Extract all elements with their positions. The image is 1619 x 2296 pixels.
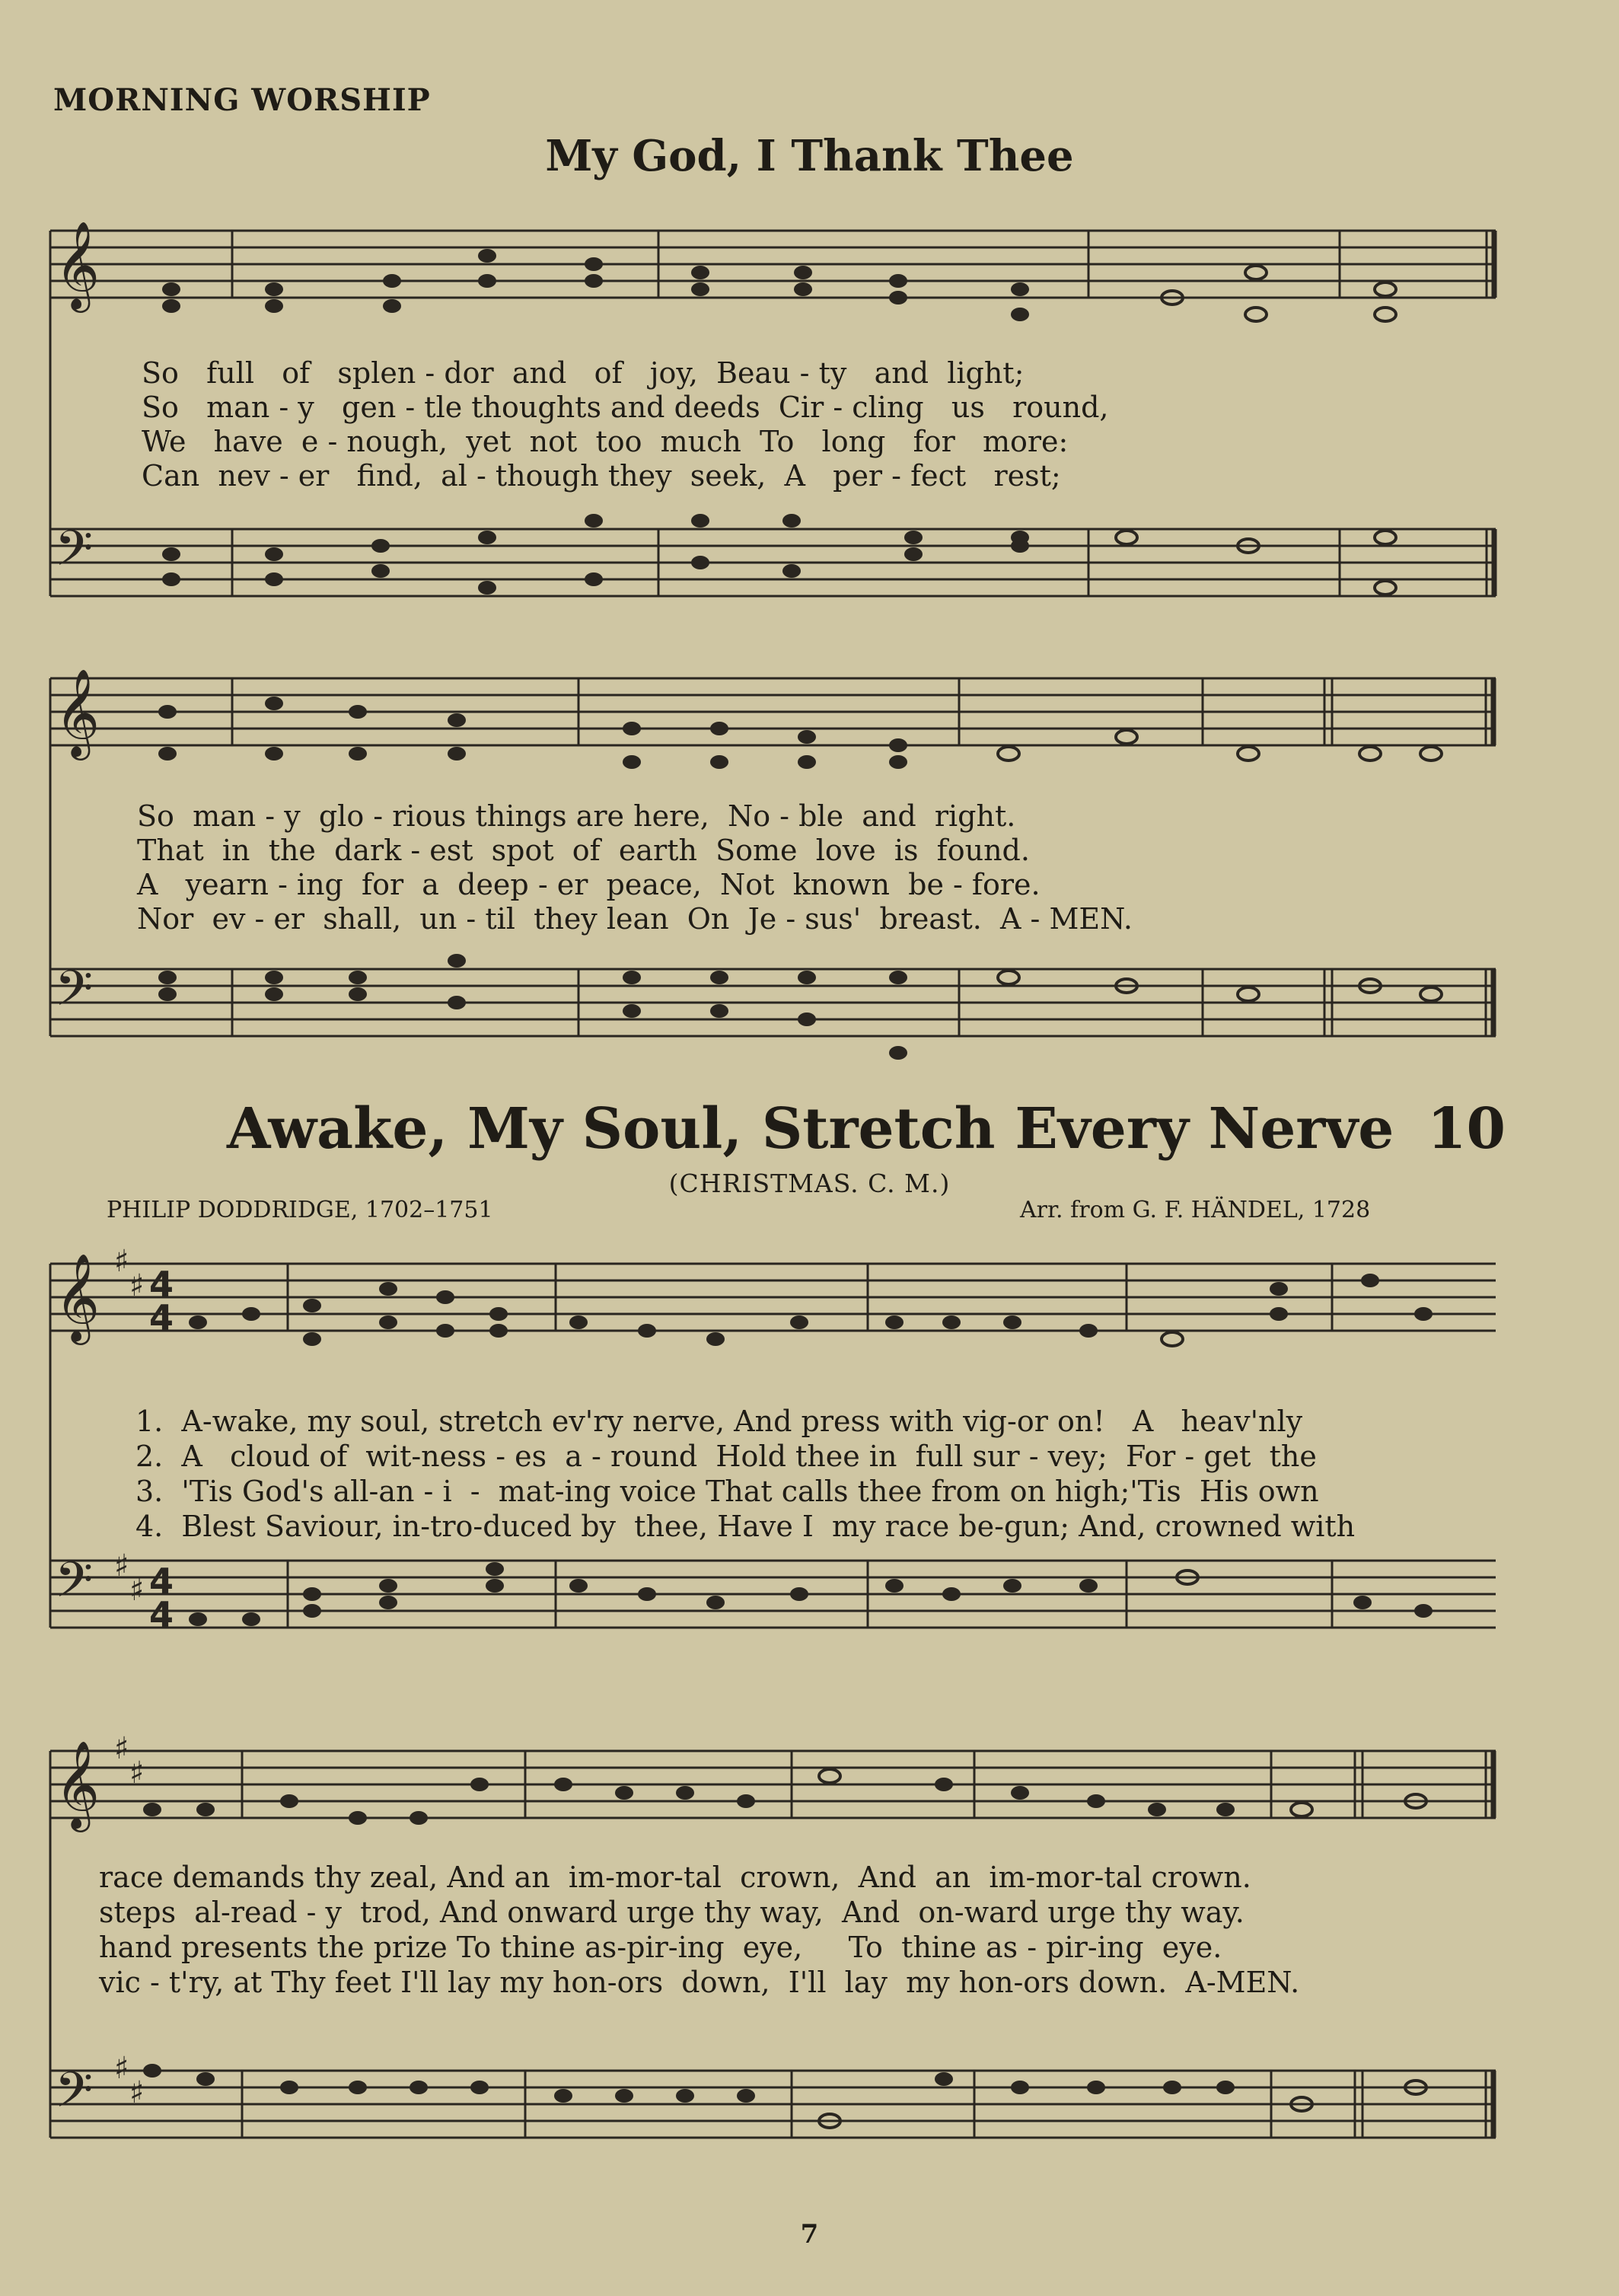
lyric-line: A yearn - ing for a deep - er peace, Not known be - fore. xyxy=(137,868,1041,901)
lyric-line: 1. A-wake, my soul, stretch ev'ry nerve, And press with vig-or on! A heav'nly xyxy=(135,1405,1303,1438)
sharp-icon: ♯ xyxy=(129,1755,145,1791)
tune-name: (CHRISTMAS. C. M.) xyxy=(668,1169,951,1198)
lyric-line: So man - y glo - rious things are here, No - ble and right. xyxy=(137,799,1016,833)
treble-clef-icon: 𝄞 xyxy=(55,1740,100,1829)
sharp-icon: ♯ xyxy=(129,1573,145,1608)
sharp-icon: ♯ xyxy=(114,1244,129,1279)
hymn2-number: 10 xyxy=(1427,1096,1506,1162)
bass-clef-icon: 𝄢 xyxy=(55,2062,94,2131)
hymn2-title: Awake, My Soul, Stretch Every Nerve xyxy=(227,1096,1394,1162)
lyric-line: race demands thy zeal, And an im-mor-tal crown, And an im-mor-tal crown. xyxy=(99,1861,1251,1894)
sharp-icon: ♯ xyxy=(129,1268,145,1303)
lyric-line: So full of splen - dor and of joy, Beau - ty and light; xyxy=(142,356,1025,390)
hymn2-notes-bass-2 xyxy=(143,2064,1426,2128)
lyric-line: That in the dark - est spot of earth Some love is found. xyxy=(137,834,1030,867)
composer-credit: Arr. from G. F. HÄNDEL, 1728 xyxy=(1020,1197,1371,1223)
section-label: MORNING WORSHIP xyxy=(53,82,431,118)
hymn2-notes-treble-1 xyxy=(189,1274,1433,1346)
lyric-line: vic - t'ry, at Thy feet I'll lay my hon-ors down, I'll lay my hon-ors down. A-MEN. xyxy=(99,1966,1300,1999)
lyric-line: steps al-read - y trod, And onward urge thy way, And on-ward urge thy way. xyxy=(99,1896,1245,1929)
page-number: 7 xyxy=(800,2219,819,2250)
time-signature-top: 4 xyxy=(149,1561,174,1602)
lyric-line: 2. A cloud of wit-ness - es a - round Hold thee in full sur - vey; For - get the xyxy=(135,1440,1317,1473)
lyric-line: 4. Blest Saviour, in-tro-duced by thee, Have I my race be-gun; And, crowned with xyxy=(135,1510,1356,1543)
time-signature-bottom: 4 xyxy=(149,1594,174,1635)
sharp-icon: ♯ xyxy=(129,2075,145,2110)
sharp-icon: ♯ xyxy=(114,2051,129,2086)
bass-clef-icon: 𝄢 xyxy=(55,961,94,1029)
treble-clef-icon: 𝄞 xyxy=(55,1252,100,1341)
lyric-line: So man - y gen - tle thoughts and deeds Cir - cling us round, xyxy=(142,391,1109,424)
hymn1-title: My God, I Thank Thee xyxy=(545,131,1074,181)
hymn2-notes-treble-2 xyxy=(143,1769,1426,1825)
lyric-line: 3. 'Tis God's all-an - i - mat-ing voice That calls thee from on high;'Tis His own xyxy=(135,1475,1319,1508)
sharp-icon: ♯ xyxy=(114,1731,129,1766)
lyric-line: hand presents the prize To thine as-pir-ing eye, To thine as - pir-ing eye. xyxy=(99,1931,1222,1964)
author-credit: PHILIP DODDRIDGE, 1702–1751 xyxy=(107,1197,493,1223)
lyric-line: Can nev - er find, al - though they seek, A per - fect rest; xyxy=(142,459,1061,493)
lyric-line: Nor ev - er shall, un - til they lean On Je - sus' breast. A - MEN. xyxy=(137,902,1133,936)
lyric-line: We have e - nough, yet not too much To long for more: xyxy=(142,425,1069,458)
treble-clef-icon: 𝄞 xyxy=(55,668,100,757)
time-signature-top: 4 xyxy=(149,1264,174,1305)
bass-clef-icon: 𝄢 xyxy=(55,521,94,589)
treble-clef-icon: 𝄞 xyxy=(55,220,100,309)
bass-clef-icon: 𝄢 xyxy=(55,1552,94,1621)
sharp-icon: ♯ xyxy=(114,1548,129,1583)
time-signature-bottom: 4 xyxy=(149,1297,174,1338)
